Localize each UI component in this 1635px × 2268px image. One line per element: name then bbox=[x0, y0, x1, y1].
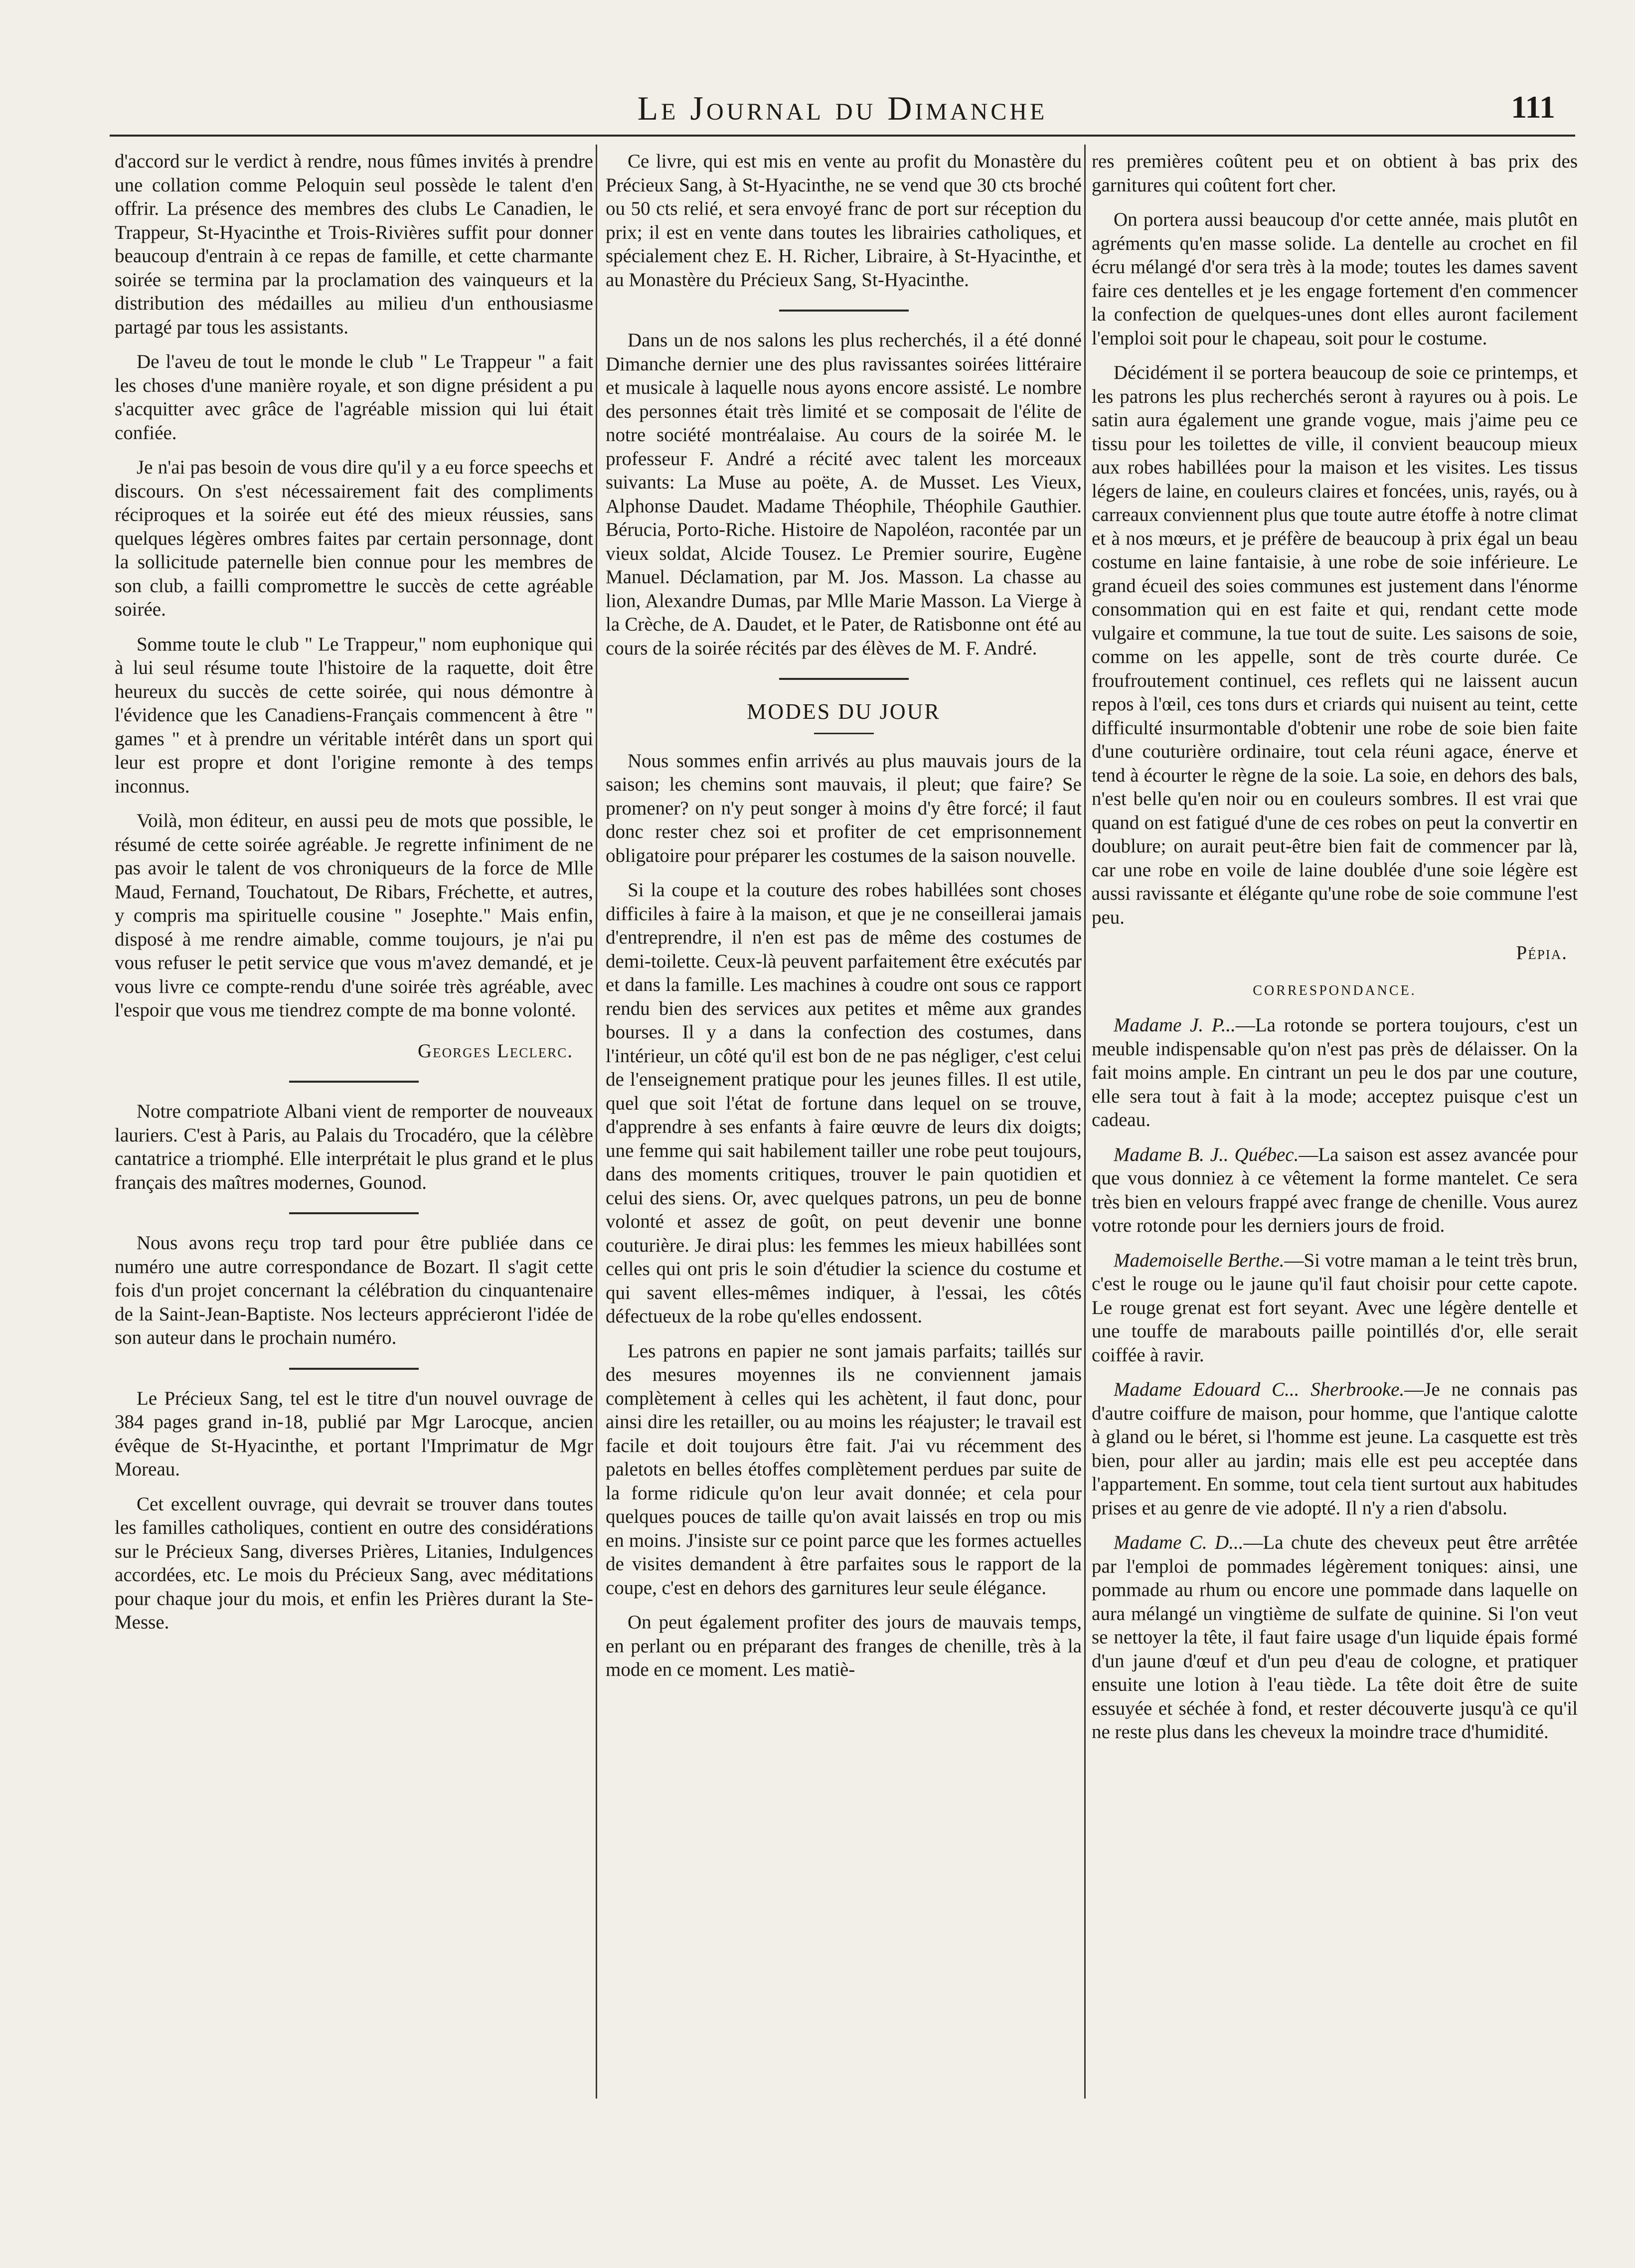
paragraph: Ce livre, qui est mis en vente au profit du Monastère du Précieux Sang, à St-Hyacinthe, ne se vend que 30 cts broché ou 50 cts relié, et sera envoyé franc de port sur réception du prix; il est en vente dans toutes les librairies catholiques, et spécialement chez E. H. Richer, Libraire, à St-Hyacinthe, et au Monastère du Précieux Sang, St-Hyacinthe. bbox=[606, 151, 1082, 291]
correspondence-item bbox=[1092, 1531, 1578, 1744]
paragraph: On portera aussi beaucoup d'or cette année, mais plutôt en agréments qu'en masse solide. La dentelle au crochet en fil écru mélangé d'or sera très à la mode; toutes les dames savent faire ces dentelles et je les engage fortement d'en commencer la confection de quelques-unes dont elles auront facilement l'emploi soit pour le chapeau, soit pour le costume. bbox=[1092, 209, 1578, 349]
page-header bbox=[110, 75, 1575, 137]
paragraph: Voilà, mon éditeur, en aussi peu de mots que possible, le résumé de cette soirée agréable. Je regrette infiniment de ne pas avoir le talent de vos chroniqueurs de la force de Mlle Maud, Fernand, Touchatout, De Ribars, Fréchette, et autres, y compris ma spirituelle cousine " Josephte." Mais enfin, disposé à me rendre aimable, comme toujours, je n'ai pu vous refuser le petit service que vous m'avez demandé, et je vous livre ce compte-rendu d'une soirée très agréable, avec l'espoir que vous me tiendrez compte de ma bonne volonté. bbox=[115, 810, 593, 1021]
news-item-soiree: Dans un de nos salons les plus recherchés, il a été donné Dimanche dernier une des plus ravissantes soirées littéraire et musicale à laquelle nous ayons encore assisté. Le nombre des personnes était très limité et se composait de l'élite de notre société montréalaise. Au cours de la soirée M. le professeur F. André a récité avec talent les morceaux suivants: La Muse au poëte, A. de Musset. Les Vieux, Alphonse Daudet. Madame Théophile, Théophile Gauthier. Bérucia, Porto-Riche. Histoire de Napoléon, racontée par un vieux soldat, Alcide Tousez. Le Premier sourire, Eugène Manuel. Déclamation, par M. Jos. Masson. La chasse au lion, Alexandre Dumas, par Mlle Marie Masson. La Vierge à la Crèche, de A. Daudet, et le Pater, de Ratisbonne ont été au cours de la soirée récités par des élèves de M. F. André. bbox=[606, 329, 1082, 659]
section-title: CORRESPONDANCE. bbox=[1253, 982, 1417, 998]
paragraph: Somme toute le club " Le Trappeur," nom euphonique qui à lui seul résume toute l'histoire de la raquette, doit être heureux du succès de cette soirée, qui nous démontre à l'évidence que les Canadiens-Français commencent à être " games " et à prendre un véritable intérêt dans un sport qui leur est propre et dont l'origine remonte à des temps inconnus. bbox=[115, 633, 593, 797]
section-rule bbox=[289, 1212, 419, 1214]
addressee: Madame J. P... bbox=[1114, 1014, 1236, 1036]
reply-text: —La rotonde se portera toujours, c'est un meuble indispensable qu'on n'est pas près de délaisser. On la fait moins ample. En cintrant un peu le dos par une couture, elle sera tout à fait à la mode; acceptez puisque c'est un cadeau. bbox=[1092, 1014, 1578, 1131]
reply-text: —Si votre maman a le teint très brun, c'est le rouge ou le jaune qu'il faut choisir pour cette capote. Le rouge grenat est fort seyant. Avec une légère dentelle et une touffe de marabouts paille pointillés d'or, elle serait coiffée à ravir. bbox=[1092, 1249, 1578, 1366]
column-2 bbox=[606, 150, 1082, 1682]
addressee: Madame Edouard C... Sherbrooke. bbox=[1114, 1379, 1405, 1400]
paragraph: Si la coupe et la couture des robes habillées sont choses difficiles à faire à la maison, et que je ne conseillerai jamais d'entreprendre, il n'en est pas de même des costumes de demi-toilette. Ceux-là peuvent parfaitement être exécutés par et dans la famille. Les machines à coudre ont sous ce rapport rendu bien des services aux petites et même aux grandes bourses. Il y a dans la confection des costumes, dans l'intérieur, un côté qu'il est bon de ne pas négliger, c'est celui de l'enseignement pratique pour les jeunes filles. Il est utile, quel que soit l'état de fortune dans lequel on se trouve, d'apprendre à ses enfants à faire œuvre de leurs dix doigts; une femme qui sait habilement tailler une robe peut toujours, dans des moments critiques, trouver le pain quotidien et celui des siens. Or, avec quelques patrons, un peu de bonne volonté et assez de goût, on peut devenir une bonne couturière. Je dirai plus: les femmes les mieux habillées sont celles qui ont pris le soin d'étudier la science du costume et qui savent elles-mêmes indiquer, à l'essai, les côtés défectueux de la robe qu'elles endossent. bbox=[606, 879, 1082, 1327]
paragraph: res premières coûtent peu et on obtient à bas prix des garnitures qui coûtent fort cher. bbox=[1092, 151, 1578, 196]
newspaper-title: Le Journal du Dimanche bbox=[637, 89, 1048, 127]
news-item-precieux-sang: Le Précieux Sang, tel est le titre d'un nouvel ouvrage de 384 pages grand in-18, publié par Mgr Larocque, ancien évêque de St-Hyacinthe, et portant l'Imprimatur de Mgr Moreau. bbox=[115, 1387, 593, 1480]
news-item-albani: Notre compatriote Albani vient de remporter de nouveaux lauriers. C'est à Paris, au Palais du Trocadéro, que la célèbre cantatrice a triomphé. Elle interprétait le plus grand et le plus français des maîtres modernes, Gounod. bbox=[115, 1101, 593, 1193]
reply-text: —Je ne connais pas d'autre coiffure de maison, pour homme, que l'antique calotte à gland ou le béret, si l'homme est jeune. La casquette est très bien, pour aller au jardin; mais elle est peu acceptée dans l'appartement. En somme, tout cela tient surtout aux habitudes prises et au genre de vie adopté. Il n'y a rien d'absolu. bbox=[1092, 1379, 1578, 1519]
author-signature: Pépia. bbox=[1516, 942, 1568, 964]
column-3 bbox=[1092, 150, 1578, 1744]
correspondence-item bbox=[1092, 1378, 1578, 1520]
paragraph: Cet excellent ouvrage, qui devrait se trouver dans toutes les familles catholiques, contient en outre des considérations sur le Précieux Sang, diverses Prières, Litanies, Indulgences accordées, etc. Le mois du Précieux Sang, avec méditations pour chaque jour du mois, et enfin les Prières durant la Ste-Messe. bbox=[115, 1493, 593, 1633]
paragraph: Décidément il se portera beaucoup de soie ce printemps, et les patrons les plus recherchés seront à rayures ou à pois. Le satin aura également une grande vogue, mais j'aime peu ce tissu pour les toilettes de ville, il convient beaucoup mieux aux robes habillées pour la maison et les visites. Les tissus légers de laine, en couleurs claires et foncées, unis, rayés, ou à carreaux conviennent plus que toute autre étoffe à notre climat et à nos mœurs, et je préfère de beaucoup à prix égal un beau costume en laine fantaisie, à une robe de soie inférieure. Le grand écueil des soies communes est justement dans l'énorme consommation qui en est faite et qui, rendant cette mode vulgaire et commune, la tue tout de suite. Les saisons de soie, comme on les appelle, sont de très courte durée. Ce froufroutement continuel, ces reflets qui ne laissent aucun repos à l'œil, ces tons durs et criards qui nuisent au teint, cette difficulté insurmontable d'obtenir une robe de soie bien faite d'une couturière ordinaire, tout cela réuni agace, énerve et tend à écourter le règne de la soie. La soie, en dehors des bals, n'est belle qu'en noir ou en couleurs sombres. Il est vrai que quand on est fatigué d'une de ces robes on peut la convertir en doublure; on aurait peut-être bien fait de commencer par là, car une robe en voile de laine doublée d'une soie légère est aussi ravissante et élégante qu'une robe de soie commune l'est peu. bbox=[1092, 362, 1578, 928]
section-title: MODES DU JOUR bbox=[747, 699, 941, 724]
section-rule bbox=[289, 1081, 419, 1083]
column-divider bbox=[1084, 145, 1086, 2099]
page-number: 111 bbox=[1511, 89, 1555, 125]
paragraph: Nous sommes enfin arrivés au plus mauvais jours de la saison; les chemins sont mauvais, il pleut; que faire? Se promener? on n'y peut songer à moins d'y être forcé; il faut donc rester chez soi et profiter de cet emprisonnement obligatoire pour préparer les costumes de la saison nouvelle. bbox=[606, 750, 1082, 866]
paragraph: De l'aveu de tout le monde le club " Le Trappeur " a fait les choses d'une manière royale, et son digne président a pu s'acquitter avec grâce de l'agréable mission qui lui était confiée. bbox=[115, 351, 593, 444]
paragraph: Les patrons en papier ne sont jamais parfaits; taillés sur des mesures moyennes ils ne conviennent jamais complètement à celles qui les achètent, il faut donc, pour ainsi dire les retailler, ou au moins les réajuster; le travail est facile et doit toujours être fait. J'ai vu récemment des paletots en belles étoffes complètement perdues par suite de la forme ridicule qu'on leur avait donnée; et cela pour quelques pouces de taille qu'on avait laissés en trop ou mis en moins. J'insiste sur ce point parce que les formes actuelles de visites demandent à être parfaites sous le rapport de la coupe, c'est en dehors des garnitures leur seule élégance. bbox=[606, 1340, 1082, 1599]
column-divider bbox=[596, 145, 597, 2099]
reply-text: —La chute des cheveux peut être arrêtée par l'emploi de pommades légèrement toniques: ainsi, une pommade au rhum ou encore une pommade dans laquelle on aura mélangé un vingtième de sulfate de quinine. Si l'on veut se nettoyer la tête, il faut faire usage d'un liquide épais formé d'un jaune d'œuf et d'un peu d'eau de cologne, et pratiquer ensuite une lotion à l'eau tiède. La tête doit être de suite essuyée et séchée à fond, et rester découverte jusqu'à ce qu'il ne reste plus dans les cheveux la moindre trace d'humidité. bbox=[1092, 1532, 1578, 1743]
paragraph: d'accord sur le verdict à rendre, nous fûmes invités à prendre une collation comme Peloquin seul possède le talent d'en offrir. La présence des membres des clubs Le Canadien, le Trappeur, St-Hyacinthe et Trois-Rivières suffit pour donner beaucoup d'entrain à ce repas de famille, et cette charmante soirée se termina par la proclamation des vainqueurs et la distribution des médailles au milieu d'un enthousiasme partagé par tous les assistants. bbox=[115, 151, 593, 338]
paragraph: Je n'ai pas besoin de vous dire qu'il y a eu force speechs et discours. On s'est nécessairement fait des compliments réciproques et la soirée eut été des mieux réussies, sans quelques légères ombres faites par certain personnage, dont la sollicitude paternelle bien connue pour les membres de son club, a failli compromettre le succès de cette agréable soirée. bbox=[115, 457, 593, 620]
section-rule bbox=[779, 310, 909, 312]
news-item-bozart: Nous avons reçu trop tard pour être publiée dans ce numéro une autre correspondance de Bozart. Il s'agit cette fois d'un projet concernant la célébration du cinquantenaire de la Saint-Jean-Baptiste. Nos lecteurs apprécieront l'idée de son auteur dans le prochain numéro. bbox=[115, 1232, 593, 1348]
reply-text: —La saison est assez avancée pour que vous donniez à ce vêtement la forme mantelet. Ce sera très bien en velours frappé avec frange de chenille. Vous aurez votre rotonde pour les derniers jours de froid. bbox=[1092, 1143, 1578, 1236]
addressee: Madame B. J.. Québec. bbox=[1114, 1143, 1299, 1165]
title-rule bbox=[814, 733, 874, 734]
addressee: Mademoiselle Berthe. bbox=[1114, 1249, 1285, 1271]
section-rule bbox=[779, 678, 909, 680]
correspondence-item bbox=[1092, 1143, 1578, 1238]
addressee: Madame C. D... bbox=[1114, 1532, 1244, 1553]
section-rule bbox=[289, 1368, 419, 1370]
correspondence-item bbox=[1092, 1013, 1578, 1132]
column-1 bbox=[115, 150, 593, 1634]
paragraph: On peut également profiter des jours de mauvais temps, en perlant ou en préparant des franges de chenille, très à la mode en ce moment. Les matiè- bbox=[606, 1612, 1082, 1680]
author-signature: Georges Leclerc. bbox=[418, 1040, 573, 1062]
correspondence-item bbox=[1092, 1249, 1578, 1367]
